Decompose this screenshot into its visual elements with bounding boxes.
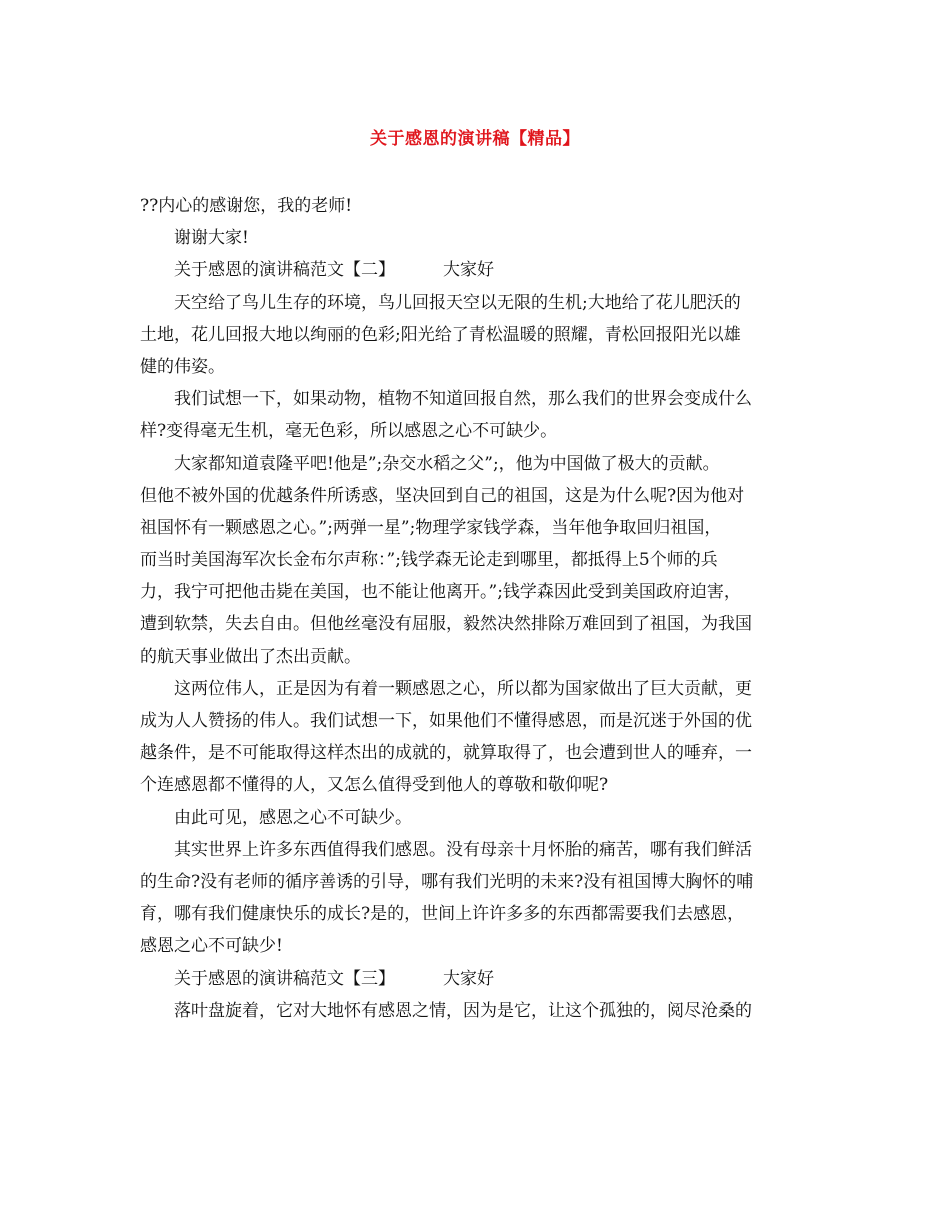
text-line: 谢谢大家! (174, 228, 249, 249)
text-line: 由此可见，感恩之心不可缺少。 (174, 807, 412, 828)
text-line: 而当时美国海军次长金布尔声称：”;钱学森无论走到哪里，都抵得上5个师的兵 (140, 550, 718, 571)
document-title: 关于感恩的演讲稿【精品】 (370, 129, 580, 149)
document-body (140, 190, 830, 1027)
text-line: 落叶盘旋着，它对大地怀有感恩之情，因为是它，让这个孤独的，阅尽沧桑的 (174, 1000, 752, 1021)
section-heading-line (140, 963, 830, 995)
text-line: 的航天事业做出了杰出贡献。 (140, 646, 361, 667)
text-line: 这两位伟人，正是因为有着一颗感恩之心，所以都为国家做出了巨大贡献，更 (174, 678, 752, 699)
text-line: 成为人人赞扬的伟人。我们试想一下，如果他们不懂得感恩，而是沉迷于外国的优 (140, 711, 752, 731)
greeting: 大家好 (443, 968, 494, 989)
text-line: 感恩之心不可缺少! (140, 936, 283, 957)
greeting: 大家好 (443, 260, 494, 281)
section-heading: 关于感恩的演讲稿范文【三】 (174, 968, 395, 989)
text-line: 个连感恩都不懂得的人，又怎么值得受到他人的尊敬和敬仰呢? (140, 775, 609, 796)
text-line: 样?变得毫无生机，毫无色彩，所以感恩之心不可缺少。 (140, 421, 558, 442)
text-line: 的生命?没有老师的循序善诱的引导，哪有我们光明的未来?没有祖国博大胸怀的哺 (140, 871, 754, 892)
text-line: ??内心的感谢您，我的老师! (140, 196, 353, 216)
text-line: 健的伟姿。 (140, 356, 225, 377)
text-line: 遭到软禁，失去自由。但他丝毫没有屈服，毅然决然排除万难回到了祖国，为我国 (140, 614, 752, 635)
text-line: 我们试想一下，如果动物，植物不知道回报自然，那么我们的世界会变成什么 (174, 389, 752, 410)
text-line: 但他不被外国的优越条件所诱惑，坚决回到自己的祖国，这是为什么呢?因为他对 (140, 485, 745, 506)
text-line: 大家都知道袁隆平吧!他是”;杂交水稻之父”;，他为中国做了极大的贡献。 (174, 453, 720, 474)
text-line: 育，哪有我们健康快乐的成长?是的，世间上许许多多的东西都需要我们去感恩， (140, 904, 745, 925)
text-line: 其实世界上许多东西值得我们感恩。没有母亲十月怀胎的痛苦，哪有我们鲜活 (174, 839, 752, 860)
text-line: 土地，花儿回报大地以绚丽的色彩;阳光给了青松温暖的照耀，青松回报阳光以雄 (140, 324, 741, 345)
section-heading-line (140, 254, 830, 286)
text-line: 祖国怀有一颗感恩之心。”;两弹一星”;物理学家钱学森，当年他争取回归祖国， (140, 517, 722, 538)
text-line: 越条件，是不可能取得这样杰出的成就的，就算取得了，也会遭到世人的唾弃，一 (140, 743, 752, 764)
text-line: 天空给了鸟儿生存的环境，鸟儿回报天空以无限的生机;大地给了花儿肥沃的 (174, 292, 741, 313)
text-line: 力，我宁可把他击毙在美国，也不能让他离开。”;钱学森因此受到美国政府迫害， (140, 582, 741, 603)
section-heading: 关于感恩的演讲稿范文【二】 (174, 260, 395, 281)
